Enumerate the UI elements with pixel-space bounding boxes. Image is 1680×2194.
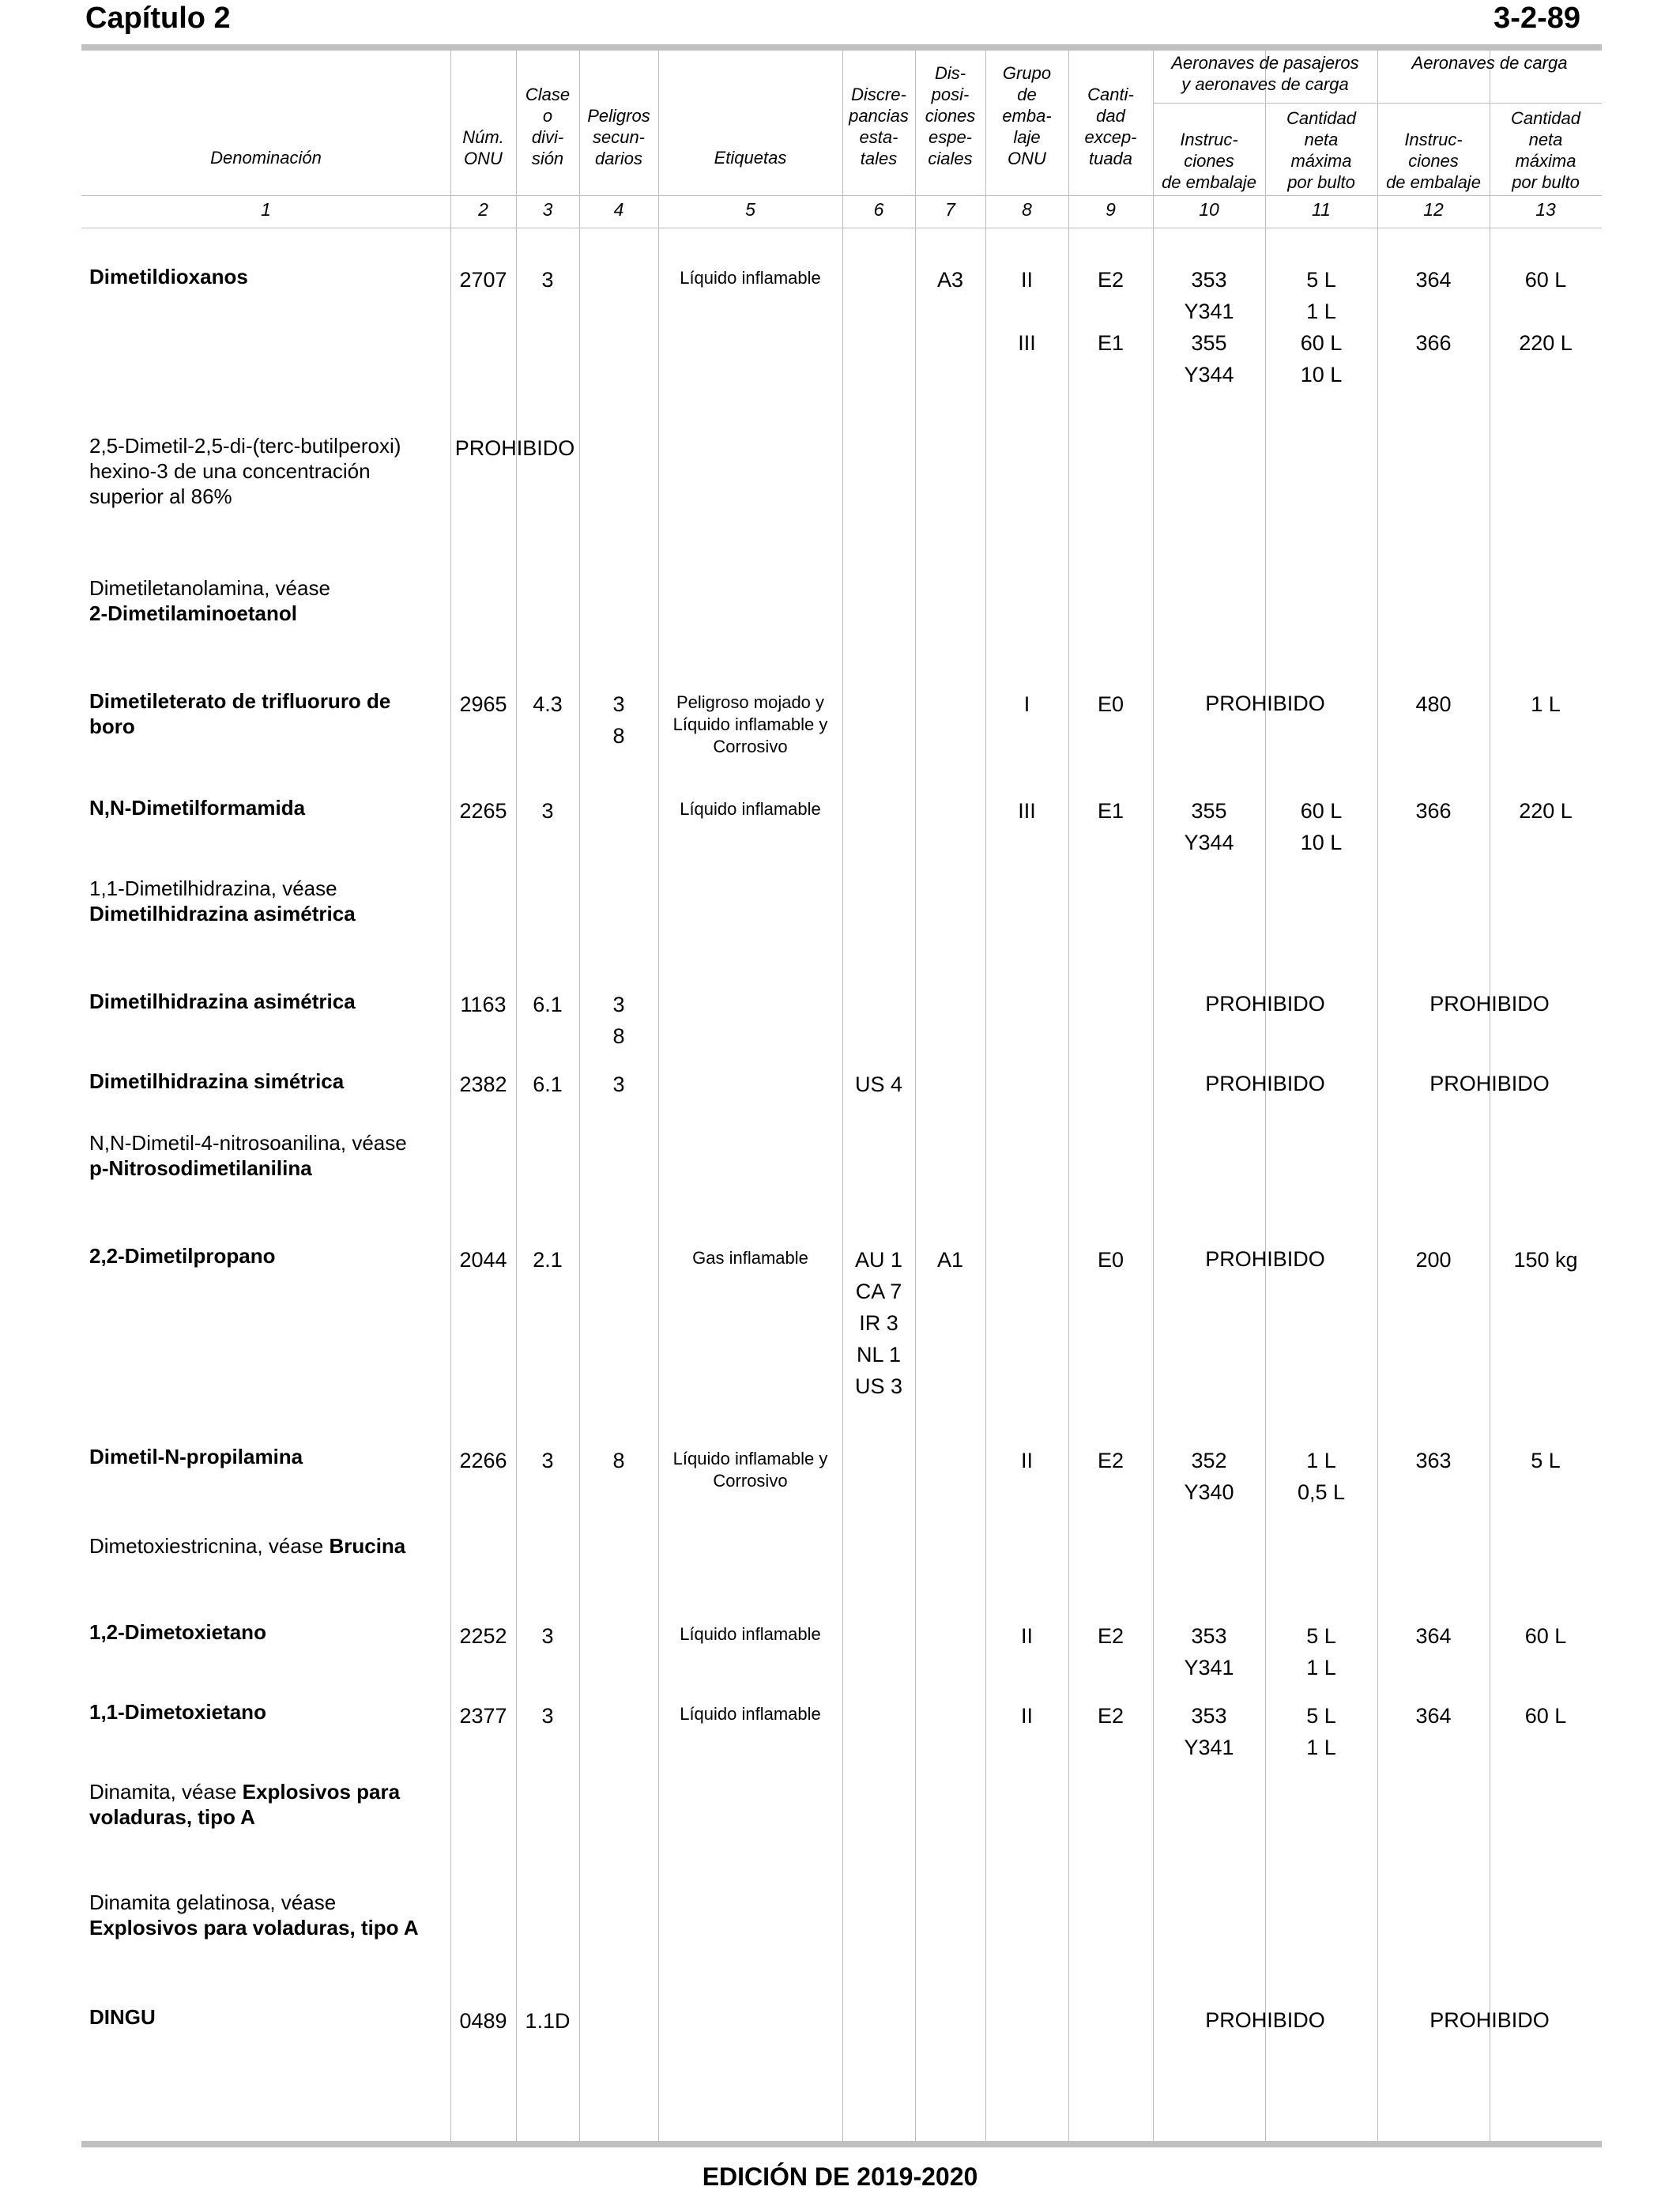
column-number: 6	[873, 199, 884, 220]
table-row-name: Dimetil-N-propilamina	[89, 1445, 303, 1468]
packing-instruction-pax: 353 Y341	[1184, 1704, 1234, 1759]
header-etiquetas: Etiquetas	[714, 148, 787, 168]
header-instrucciones-1: Instruc- ciones de embalaje	[1162, 130, 1256, 192]
header-subdivider	[1153, 103, 1602, 104]
secondary-hazard: 3 8	[612, 993, 625, 1048]
header-carga: Aeronaves de carga	[1411, 53, 1568, 73]
packing-group: II	[1020, 1624, 1033, 1648]
packing-group: I	[1023, 692, 1030, 716]
prohibited-text: PROHIBIDO	[1205, 692, 1325, 715]
prohibited-text: PROHIBIDO	[1430, 1072, 1550, 1095]
header-instrucciones-2: Instruc- ciones de embalaje	[1386, 130, 1481, 192]
table-row-name: Dimetoxiestricnina, véase Brucina	[89, 1534, 406, 1558]
class-division: 3	[541, 1449, 554, 1472]
col-divider	[658, 51, 659, 2141]
table-row-name: 2,2-Dimetilpropano	[89, 1244, 276, 1268]
net-quantity-pax: 5 L 1 L	[1306, 1624, 1336, 1679]
label-text: Gas inflamable	[692, 1248, 808, 1268]
class-division: 4.3	[533, 692, 563, 716]
un-number: 2252	[459, 1624, 507, 1648]
table-row-name: Dimetilhidrazina asimétrica	[89, 990, 356, 1013]
table-row-name: Dinamita, véase Explosivos para voladuras, tipo A	[89, 1780, 401, 1829]
label-text: Líquido inflamable	[680, 799, 821, 819]
prohibited-text: PROHIBIDO	[454, 436, 575, 460]
column-number: 4	[613, 199, 624, 220]
prohibited-text: PROHIBIDO	[1205, 992, 1325, 1016]
bottom-rule	[81, 2141, 1602, 2147]
class-division: 3	[541, 268, 554, 292]
un-number: 2044	[459, 1248, 507, 1272]
packing-instruction-pax: 353 Y341	[1184, 1624, 1234, 1679]
column-number: 12	[1423, 199, 1444, 220]
packing-group: II III	[1018, 268, 1036, 355]
header-pasajeros: Aeronaves de pasajeros y aeronaves de carga	[1171, 53, 1359, 94]
column-number: 9	[1106, 199, 1116, 220]
header-grupo: Grupo de emba- laje ONU	[1002, 63, 1052, 168]
label-text: Líquido inflamable	[680, 1624, 821, 1644]
column-number: 1	[261, 199, 271, 220]
label-text: Líquido inflamable	[680, 268, 821, 288]
packing-group: II	[1020, 1704, 1033, 1728]
packing-instruction-cargo: 364	[1415, 1624, 1452, 1648]
packing-instruction-pax: 353 Y341 355 Y344	[1184, 268, 1234, 386]
excepted-quantity: E2	[1097, 1624, 1124, 1648]
state-variation: US 4	[854, 1072, 903, 1096]
col-divider	[1068, 51, 1069, 2141]
un-number: 2266	[459, 1449, 507, 1472]
table-row-name: Dinamita gelatinosa, véase Explosivos para voladuras, tipo A	[89, 1891, 419, 1940]
table-row-name: Dimetilhidrazina simétrica	[89, 1069, 345, 1093]
table-row-name: N,N-Dimetil-4-nitrosoanilina, véase p-Nitrosodimetilanilina	[89, 1131, 407, 1180]
table-row-name: 2,5-Dimetil-2,5-di-(terc-butilperoxi) hexino-3 de una concentración superior al 86%	[89, 434, 401, 508]
label-text: Líquido inflamable y Corrosivo	[672, 1449, 828, 1491]
special-provision: A3	[936, 268, 964, 292]
table-row-name: Dimetileterato de trifluoruro de boro	[89, 689, 391, 738]
table-row-name: 1,1-Dimetilhidrazina, véase Dimetilhidrazina asimétrica	[89, 876, 356, 925]
class-division: 1.1D	[525, 2009, 571, 2033]
packing-instruction-pax: 355 Y344	[1184, 799, 1234, 854]
secondary-hazard: 3	[612, 1072, 625, 1096]
table-row-name	[89, 264, 437, 289]
un-number: 2965	[459, 692, 507, 716]
table-row-name: Dimetiletanolamina, véase 2-Dimetilaminoetanol	[89, 576, 330, 625]
un-number: 2707	[459, 268, 507, 292]
class-division: 3	[541, 1704, 554, 1728]
table-row-name: 1,1-Dimetoxietano	[89, 1700, 266, 1724]
excepted-quantity: E2	[1097, 1449, 1124, 1472]
excepted-quantity: E2	[1097, 1704, 1124, 1728]
prohibited-text: PROHIBIDO	[1205, 2008, 1325, 2032]
net-quantity-cargo: 60 L	[1524, 1624, 1567, 1648]
header-num-onu: Núm. ONU	[462, 127, 504, 168]
un-number: 2377	[459, 1704, 507, 1728]
excepted-quantity: E0	[1097, 1248, 1124, 1272]
table-row-name: DINGU	[89, 2005, 156, 2029]
net-quantity-cargo: 150 kg	[1513, 1248, 1578, 1272]
class-division: 6.1	[533, 993, 563, 1016]
label-text: Peligroso mojado y Líquido inflamable y Corrosivo	[672, 692, 828, 756]
label-text: Líquido inflamable	[680, 1704, 821, 1724]
class-division: 3	[541, 1624, 554, 1648]
prohibited-text: PROHIBIDO	[1430, 2008, 1550, 2032]
excepted-quantity: E1	[1097, 799, 1124, 823]
packing-instruction-cargo: 200	[1415, 1248, 1452, 1272]
packing-instruction-cargo: 364	[1415, 1704, 1452, 1728]
net-quantity-cargo: 5 L	[1531, 1449, 1561, 1472]
entry-name: Dimetildioxanos	[89, 265, 248, 288]
header-cantidad-neta-1: Cantidad neta máxima por bulto	[1286, 108, 1357, 192]
un-number: 2265	[459, 799, 507, 823]
packing-instruction-cargo: 366	[1415, 799, 1452, 823]
column-number: 10	[1199, 199, 1219, 220]
header-denominacion: Denominación	[210, 148, 322, 168]
un-number: 1163	[460, 993, 507, 1016]
column-number: 11	[1312, 199, 1331, 220]
packing-instruction-cargo: 480	[1415, 692, 1452, 716]
net-quantity-pax: 1 L 0,5 L	[1297, 1449, 1346, 1504]
top-rule	[81, 44, 1602, 51]
column-number: 2	[478, 199, 488, 220]
packing-instruction-pax: 352 Y340	[1184, 1449, 1234, 1504]
prohibited-text: PROHIBIDO	[1430, 992, 1550, 1016]
header-cantidad-neta-2: Cantidad neta máxima por bulto	[1510, 108, 1581, 192]
chapter-title: Capítulo 2	[85, 2, 231, 35]
secondary-hazard: 3 8	[612, 692, 625, 748]
page-number: 3-2-89	[1494, 2, 1580, 35]
column-number: 3	[542, 199, 553, 220]
header-cantidad: Canti- dad excep- tuada	[1084, 85, 1137, 168]
net-quantity-pax: 5 L 1 L	[1306, 1704, 1336, 1759]
column-number: 5	[745, 199, 755, 220]
table-row-name: N,N-Dimetilformamida	[89, 796, 306, 820]
col-divider	[915, 51, 916, 2141]
table-row-name: 1,2-Dimetoxietano	[89, 1620, 266, 1644]
net-quantity-cargo: 60 L 220 L	[1519, 268, 1573, 355]
edition-footer: EDICIÓN DE 2019-2020	[702, 2162, 978, 2191]
column-number: 13	[1535, 199, 1556, 220]
col-divider	[985, 51, 986, 2141]
net-quantity-pax: 60 L 10 L	[1300, 799, 1343, 854]
header-disposiciones: Dis- posi- ciones espe- ciales	[925, 63, 976, 168]
packing-instruction-cargo: 364 366	[1415, 268, 1452, 355]
packing-instruction-cargo: 363	[1415, 1449, 1452, 1472]
packing-group: III	[1018, 799, 1036, 823]
header-rule	[81, 195, 1602, 196]
net-quantity-cargo: 220 L	[1519, 799, 1573, 823]
prohibited-text: PROHIBIDO	[1205, 1247, 1325, 1271]
class-division: 2.1	[533, 1248, 563, 1272]
excepted-quantity: E0	[1097, 692, 1124, 716]
header-discrepancias: Discre- pancias esta- tales	[849, 85, 909, 168]
net-quantity-pax: 5 L 1 L 60 L 10 L	[1300, 268, 1343, 386]
excepted-quantity: E2 E1	[1097, 268, 1124, 355]
class-division: 6.1	[533, 1072, 563, 1096]
net-quantity-cargo: 1 L	[1531, 692, 1561, 716]
un-number: 0489	[459, 2009, 507, 2033]
class-division: 3	[541, 799, 554, 823]
un-number: 2382	[459, 1072, 507, 1096]
state-variation: AU 1 CA 7 IR 3 NL 1 US 3	[854, 1248, 903, 1398]
secondary-hazard: 8	[612, 1449, 625, 1472]
net-quantity-cargo: 60 L	[1524, 1704, 1567, 1728]
column-number: 8	[1022, 199, 1032, 220]
packing-group: II	[1020, 1449, 1033, 1472]
prohibited-text: PROHIBIDO	[1205, 1072, 1325, 1095]
column-number: 7	[945, 199, 955, 220]
header-peligros: Peligros secun- darios	[587, 106, 650, 168]
header-clase: Clase o divi- sión	[525, 85, 571, 168]
special-provision: A1	[936, 1248, 964, 1272]
